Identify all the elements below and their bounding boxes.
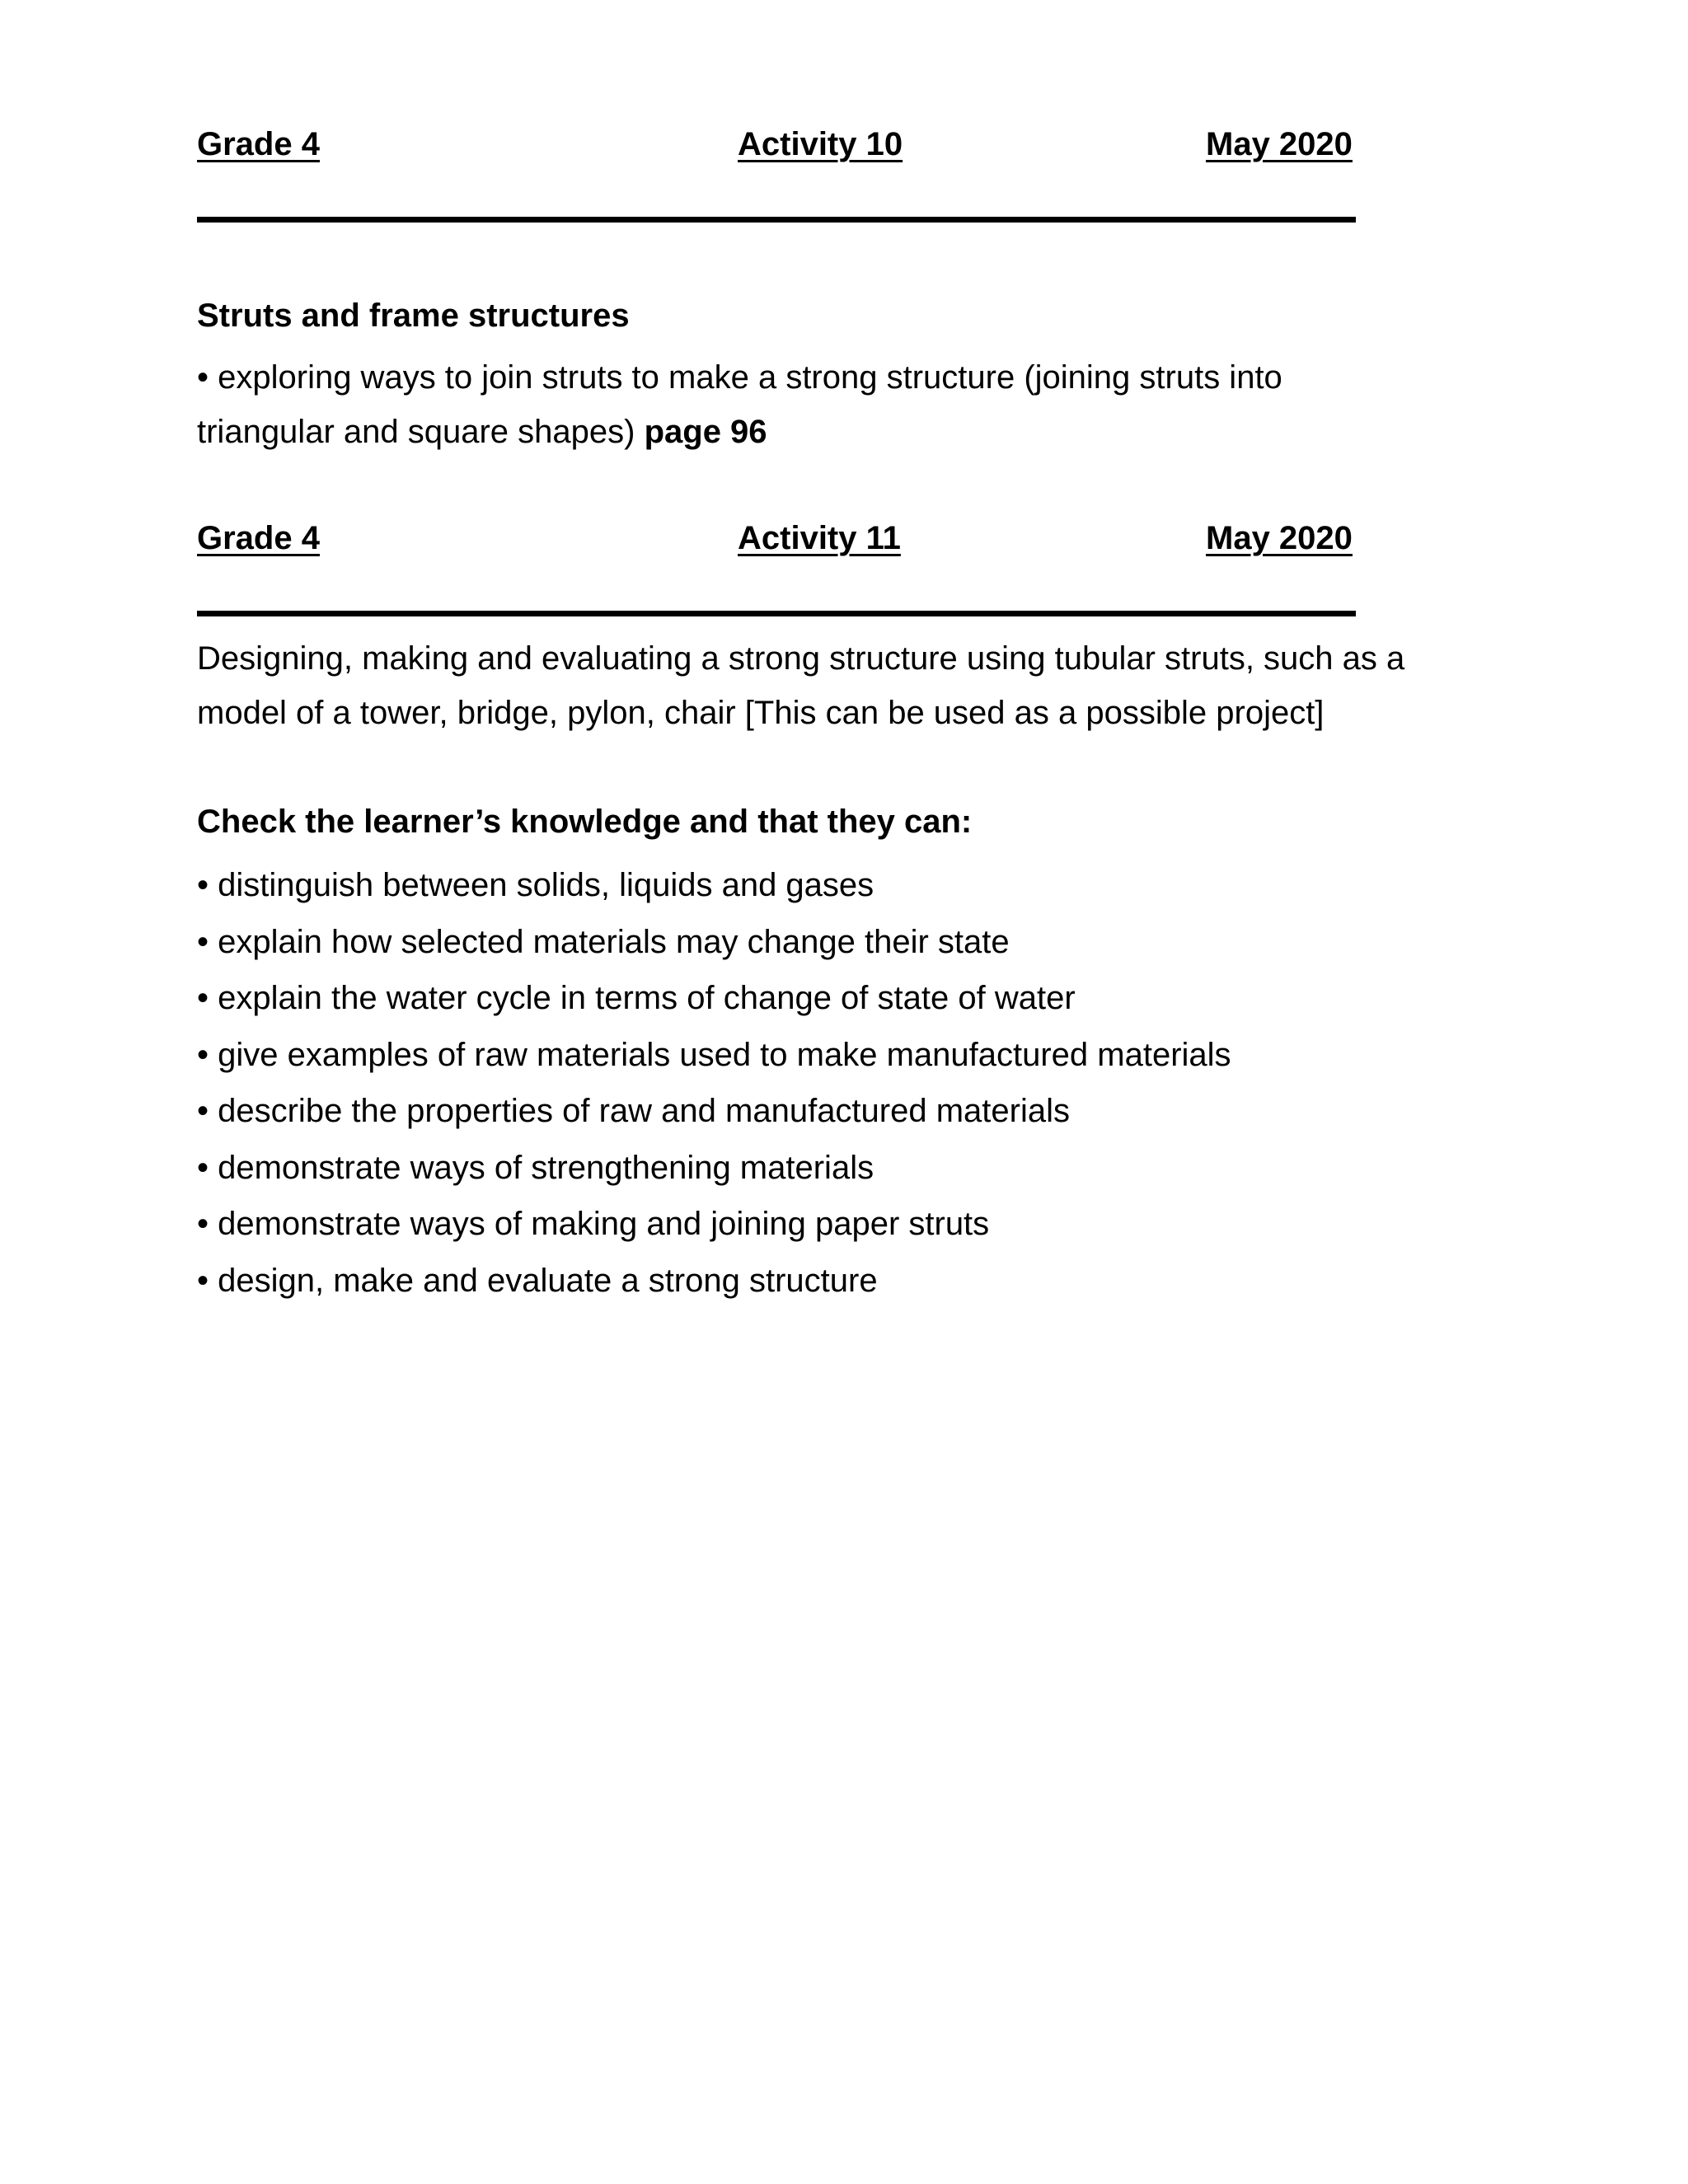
list-item: • describe the properties of raw and manufactured materials (197, 1093, 1070, 1129)
list-item: • demonstrate ways of making and joining paper struts (197, 1206, 990, 1242)
grade-label-2: Grade 4 (197, 520, 320, 556)
section1-bullet-text: • exploring ways to join struts to make a strong structure (joining struts into triangular and square shapes) (197, 359, 1282, 450)
list-item: • give examples of raw materials used to make manufactured materials (197, 1036, 1231, 1073)
section2-description: Designing, making and evaluating a strong structure using tubular struts, such as a model of a tower, bridge, pylon, chair [This can be used as a possible project] (197, 640, 1405, 731)
list-item: • demonstrate ways of strengthening materials (197, 1149, 874, 1186)
date-label-1: May 2020 (1206, 126, 1353, 162)
list-item: • explain the water cycle in terms of change of state of water (197, 980, 1076, 1016)
section1-bullet (197, 350, 1417, 459)
date-label-2: May 2020 (1206, 520, 1353, 556)
activity-label-2: Activity 11 (738, 520, 901, 556)
activity-label-1: Activity 10 (738, 126, 903, 162)
checklist (197, 857, 1231, 1309)
list-item: • explain how selected materials may change their state (197, 923, 1010, 960)
horizontal-rule-1 (197, 217, 1356, 223)
page-reference: page 96 (644, 414, 767, 450)
list-item: • design, make and evaluate a strong structure (197, 1262, 878, 1299)
section-title: Struts and frame structures (197, 298, 630, 334)
grade-label-1: Grade 4 (197, 126, 320, 162)
checklist-heading: Check the learner’s knowledge and that they can: (197, 804, 973, 840)
list-item: • distinguish between solids, liquids and gases (197, 867, 874, 903)
horizontal-rule-2 (197, 611, 1356, 616)
